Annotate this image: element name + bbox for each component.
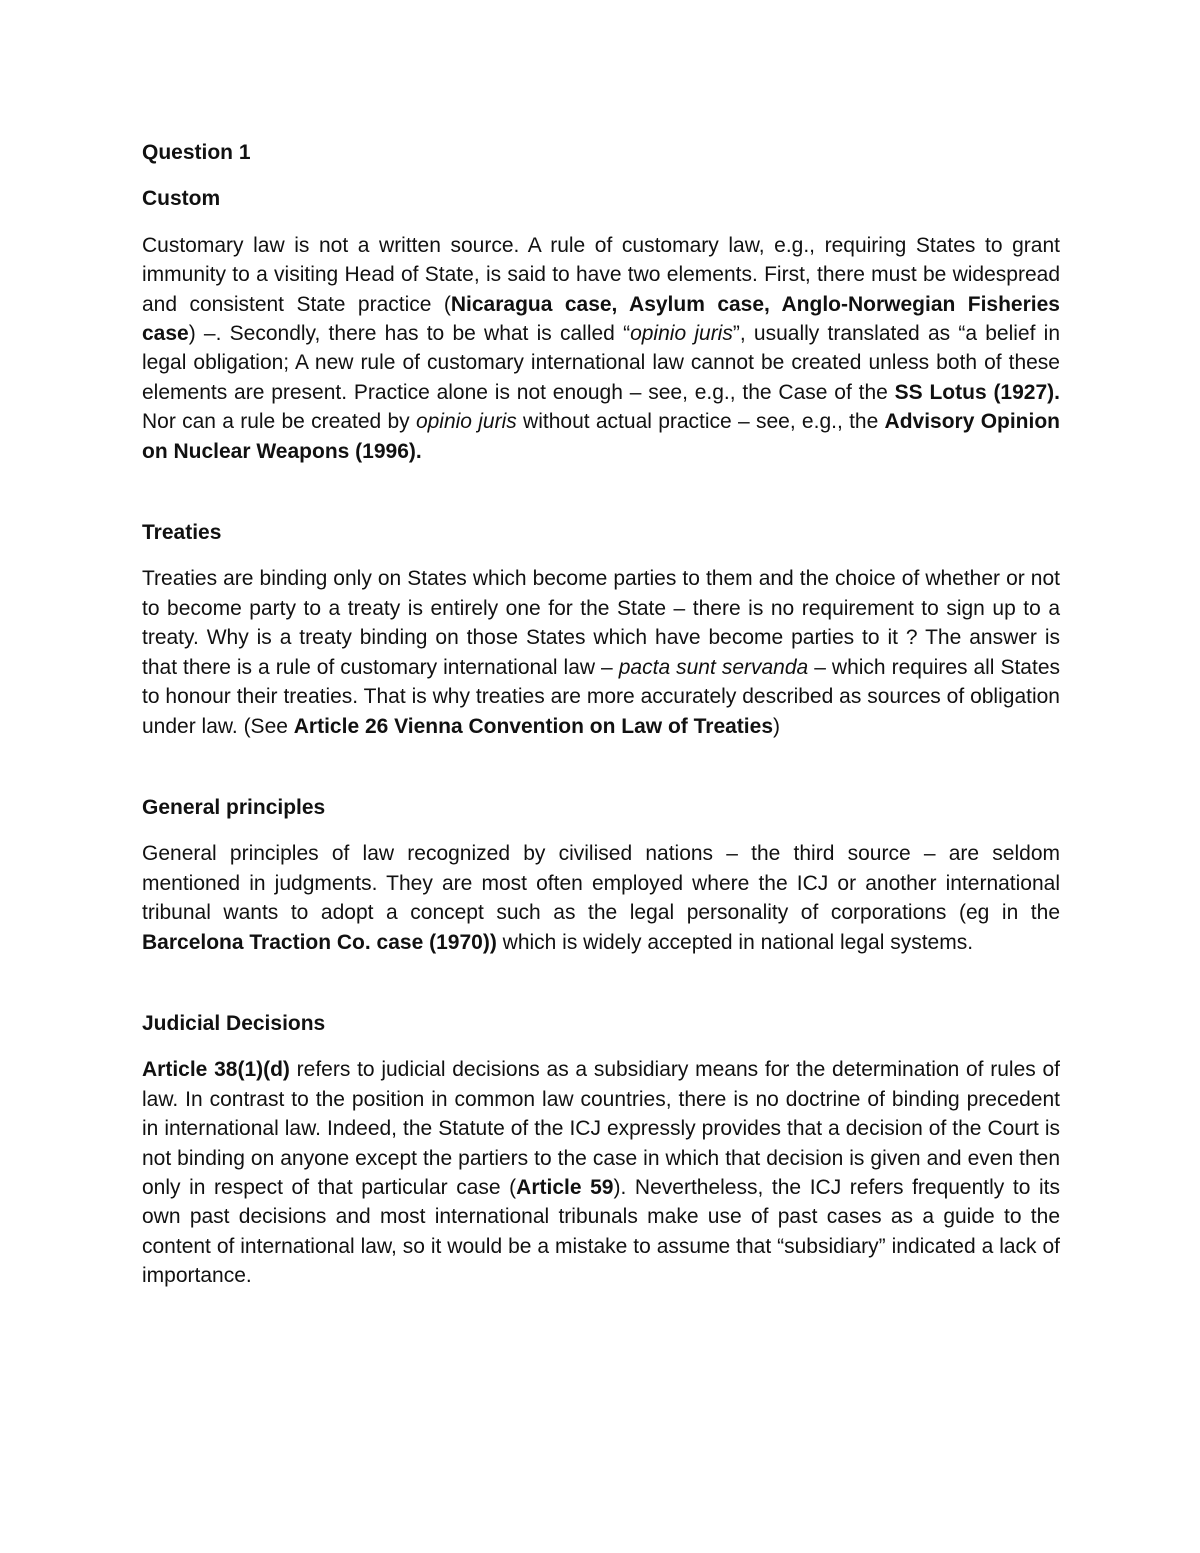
section-paragraph bbox=[142, 231, 1060, 466]
case-citation: Advisory Opinion on Nuclear Weapons (1996). bbox=[142, 410, 1061, 463]
text-run: – which requires all States to honour their treaties. That is why treaties are more accurately described as sources of obligation under law. (See bbox=[142, 655, 1061, 738]
article-citation: Article 38(1)(d) bbox=[142, 1058, 290, 1082]
latin-term: opinio juris bbox=[630, 322, 733, 346]
section-paragraph bbox=[142, 1055, 1060, 1290]
document-page bbox=[142, 138, 1060, 1291]
article-citation: Article 26 Vienna Convention on Law of Treaties bbox=[293, 714, 773, 738]
article-citation: Article 59 bbox=[516, 1175, 614, 1199]
section-treaties bbox=[142, 518, 1060, 741]
section-title: General principles bbox=[142, 795, 326, 819]
text-run: Nor can a rule be created by bbox=[142, 410, 416, 434]
section-title: Judicial Decisions bbox=[142, 1011, 326, 1035]
section-paragraph bbox=[142, 564, 1060, 740]
section-title: Treaties bbox=[142, 521, 222, 545]
text-run: ) bbox=[773, 714, 780, 738]
case-citation: Nicaragua case, Asylum case, Anglo-Norwegian Fisheries case bbox=[142, 292, 1060, 346]
text-run: refers to judicial decisions as a subsidiary means for the determination of rules of law. In contrast to the position in common law countries, there is no doctrine of binding precedent in international law. Indeed, the Statute of the ICJ expressly provides that a decision of the Court is not binding on anyone except the partiers to the case in which that decision is given and even then only in respect of that particular case ( bbox=[142, 1058, 1061, 1199]
section-spacer bbox=[142, 466, 1060, 518]
case-citation: SS Lotus (1927). bbox=[894, 380, 1060, 404]
text-run: General principles of law recognized by civilised nations – the third source – are seldom mentioned in judgments. They are most often employed where the ICJ or another international tribunal wants to adopt a concept such as the legal personality of corporations (eg in the bbox=[142, 842, 1060, 925]
section-title: Custom bbox=[142, 187, 221, 211]
text-run: which is widely accepted in national legal systems. bbox=[496, 930, 974, 954]
section-paragraph bbox=[142, 839, 1060, 957]
section-custom bbox=[142, 184, 1060, 466]
section-spacer bbox=[142, 741, 1060, 793]
text-run: ). Nevertheless, the ICJ refers frequently to its own past decisions and most international tribunals make use of past cases as a guide to the content of international law, so it would be a mistake to assume that “subsidiary” indicated a lack of importance. bbox=[142, 1175, 1060, 1288]
text-run: ”, usually translated as “a belief in legal obligation; A new rule of customary international law cannot be created unless both of these elements are present. Practice alone is not enough – see, e.g., the Case of the bbox=[142, 322, 1061, 404]
text-run: without actual practice – see, e.g., the bbox=[516, 410, 885, 434]
text-run: Customary law is not a written source. A rule of customary law, e.g., requiring States to grant immunity to a visiting Head of State, is said to have two elements. First, there must be widespread and consistent State practice ( bbox=[142, 233, 1060, 316]
section-spacer bbox=[142, 957, 1060, 1009]
section-general-principles bbox=[142, 793, 1060, 957]
question-title: Question 1 bbox=[142, 141, 251, 164]
latin-term: pacta sunt servanda bbox=[618, 655, 809, 679]
text-run: Treaties are binding only on States which become parties to them and the choice of whether or not to become party to a treaty is entirely one for the State – there is no requirement to sign up to a treaty. Why is a treaty binding on those States which have become parties to it ? The answer is that there is a rule of customary international law – bbox=[142, 567, 1060, 679]
latin-term: opinio juris bbox=[415, 410, 517, 434]
section-judicial-decisions bbox=[142, 1009, 1060, 1291]
text-run: ) –. Secondly, there has to be what is called “ bbox=[188, 322, 631, 346]
case-citation: Barcelona Traction Co. case (1970)) bbox=[142, 930, 497, 954]
